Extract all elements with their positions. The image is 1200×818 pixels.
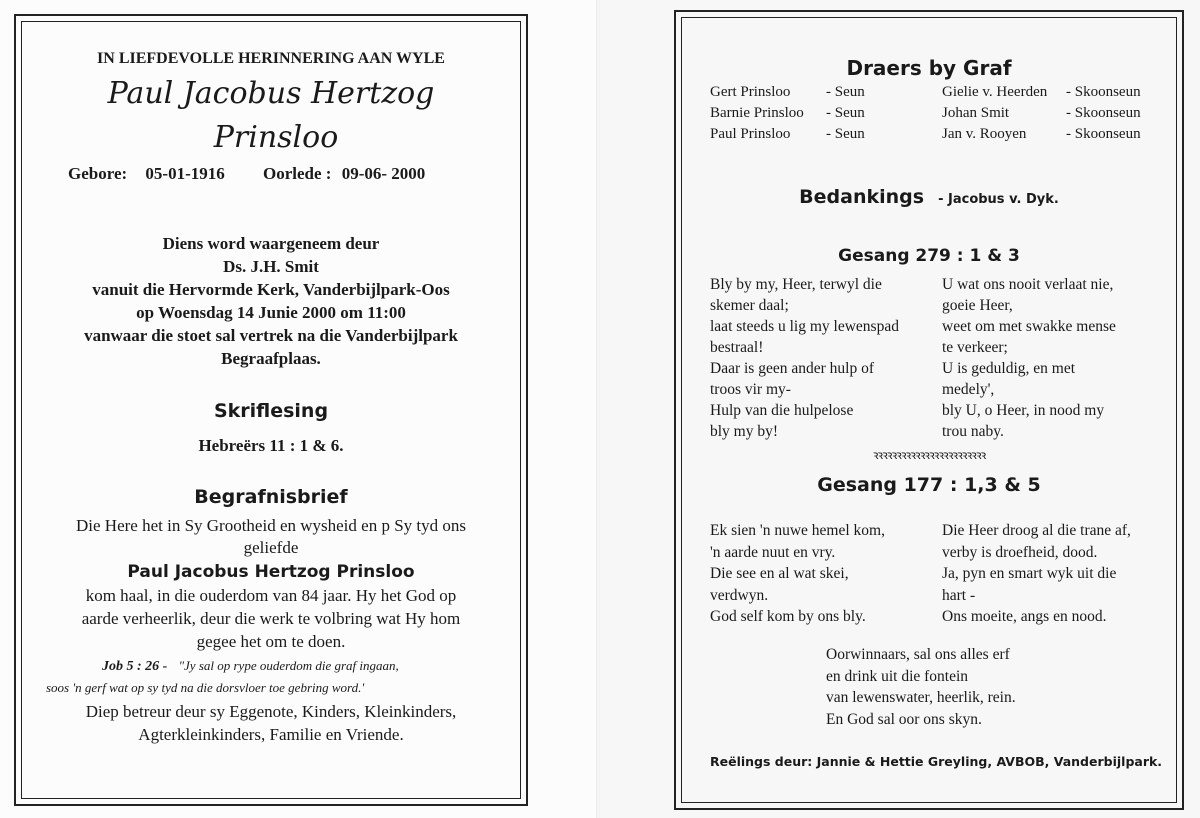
mourners-line-1: Diep betreur deur sy Eggenote, Kinders, Kleinkinders,	[85, 702, 457, 721]
arrangements-credit: Reëlings deur: Jannie & Hettie Greyling, AVBOB, Vanderbijlpark.	[710, 754, 1163, 769]
died-label: Oorlede :	[263, 164, 332, 183]
verse-line: hart -	[942, 586, 976, 604]
hymn2-left-column	[710, 520, 885, 628]
verse-line: skemer daal;	[710, 297, 789, 314]
verse-line: bestraal!	[710, 339, 764, 356]
verse-line: laat steeds u lig my lewenspad	[710, 318, 899, 335]
job-quote-line-1: "Jy sal op rype ouderdom die graf ingaan,	[178, 658, 399, 673]
service-line-3: vanuit die Hervormde Kerk, Vanderbijlpark-Oos	[92, 280, 450, 299]
scripture-title: Skriflesing	[213, 400, 329, 422]
verse-line: God self kom by ons bly.	[710, 608, 866, 625]
verse-line: Ja, pyn en smart wyk uit die	[942, 565, 1117, 582]
mourners-line-2: Agterkleinkinders, Familie en Vriende.	[138, 725, 404, 744]
verse-line: En God sal oor ons skyn.	[826, 710, 982, 728]
ornament-divider: ꝛꝛꝛꝛꝛꝛꝛꝛꝛꝛꝛꝛꝛꝛꝛꝛꝛꝛꝛꝛꝛꝛꝛꝛ	[872, 448, 986, 462]
verse-line: Daar is geen ander hulp of	[710, 360, 874, 377]
verse-line: Ons moeite, angs en nood.	[942, 608, 1107, 625]
hymn2-title: Gesang 177 : 1,3 & 5	[817, 474, 1041, 496]
verse-line: Die Heer droog al die trane af,	[942, 522, 1131, 539]
verse-line: te verkeer;	[942, 339, 1008, 356]
verse-line: bly U, o Heer, in nood my	[942, 402, 1105, 419]
bearer-row: Paul Prinsloo - Seun	[710, 126, 865, 142]
letter-line-2: geliefde	[243, 538, 299, 557]
hymn1-title: Gesang 279 : 1 & 3	[838, 246, 1020, 266]
verse-line: Die see en al wat skei,	[710, 565, 849, 582]
verse-line: U wat ons nooit verlaat nie,	[942, 276, 1114, 293]
verse-line: troos vir my-	[710, 381, 791, 398]
verse-line: U is geduldig, en met	[942, 360, 1076, 377]
verse-line: medely',	[942, 381, 995, 398]
verse-line: weet om met swakke mense	[942, 318, 1116, 335]
page-fold	[596, 0, 600, 818]
thanks-title: Bedankings	[799, 186, 925, 208]
right-content	[676, 12, 1182, 808]
deceased-name-line2: Prinsloo	[213, 120, 339, 155]
bearer-row: Jan v. Rooyen - Skoonseun	[942, 126, 1141, 142]
bearer-row: Barnie Prinsloo - Seun	[710, 105, 865, 121]
letter-line-4: aarde verheerlik, deur die werk te volbring wat Hy hom	[81, 609, 461, 628]
verse-line: Hulp van die hulpelose	[710, 402, 854, 419]
verse-line: Bly by my, Heer, terwyl die	[710, 276, 882, 293]
left-border-frame	[14, 14, 528, 806]
verse-line: van lewenswater, heerlik, rein.	[826, 689, 1016, 706]
service-line-6: Begraafplaas.	[221, 349, 321, 368]
hymn2-final-verse	[826, 644, 1016, 730]
letter-line-1: Die Here het in Sy Grootheid en wysheid en p Sy tyd ons	[76, 516, 466, 535]
letter-title: Begrafnisbrief	[194, 486, 348, 508]
service-line-1: Diens word waargeneem deur	[162, 234, 380, 253]
hymn1-right-column	[942, 274, 1116, 442]
bearer-row: Gielie v. Heerden - Skoonseun	[942, 84, 1141, 100]
bearers-title: Draers by Graf	[846, 56, 1012, 80]
bearer-row: Gert Prinsloo - Seun	[710, 84, 865, 100]
died-date: 09-06- 2000	[341, 164, 426, 183]
hymn1-left-column	[710, 274, 899, 442]
deceased-name-line1: Paul Jacobus Hertzog	[107, 76, 435, 111]
scripture-reference: Hebreërs 11 : 1 & 6.	[198, 436, 344, 455]
job-quote-row	[102, 658, 526, 675]
born-date: 05-01-1916	[145, 164, 225, 183]
verse-line: goeie Heer,	[942, 297, 1013, 314]
verse-line: 'n aarde nuut en vry.	[710, 543, 836, 561]
letter-deceased-name: Paul Jacobus Hertzog Prinsloo	[127, 562, 415, 582]
thanks-by: - Jacobus v. Dyk.	[938, 192, 1059, 207]
memorial-heading: IN LIEFDEVOLLE HERINNERING AAN WYLE	[97, 50, 445, 67]
letter-line-3: kom haal, in die ouderdom van 84 jaar. Hy het God op	[85, 586, 457, 605]
hymn2-right-column	[942, 520, 1131, 628]
verse-line: trou naby.	[942, 423, 1004, 440]
letter-line-5: gegee het om te doen.	[196, 632, 346, 651]
verse-line: en drink uit die fontein	[826, 667, 969, 685]
job-quote-line-2: soos 'n gerf wat op sy tyd na die dorsvloer toe gebring word.'	[46, 680, 365, 695]
verse-line: verby is droefheid, dood.	[942, 543, 1098, 561]
left-content	[16, 16, 526, 804]
verse-line: verdwyn.	[710, 586, 769, 604]
service-line-2: Ds. J.H. Smit	[223, 257, 319, 276]
verse-line: bly my by!	[710, 423, 779, 440]
born-label: Gebore:	[68, 164, 128, 183]
dates-row	[68, 164, 526, 184]
right-border-frame	[674, 10, 1184, 810]
verse-line: Ek sien 'n nuwe hemel kom,	[710, 522, 885, 539]
thanks-row	[676, 186, 1182, 208]
service-line-4: op Woensdag 14 Junie 2000 om 11:00	[136, 303, 406, 322]
bearers-right-column	[942, 82, 1141, 145]
verse-line: Oorwinnaars, sal ons alles erf	[826, 646, 1010, 663]
job-reference: Job 5 : 26 -	[102, 659, 168, 674]
bearers-left-column	[710, 82, 865, 145]
service-line-5: vanwaar die stoet sal vertrek na die Vanderbijlpark	[84, 326, 458, 345]
bearer-row: Johan Smit - Skoonseun	[942, 105, 1141, 121]
